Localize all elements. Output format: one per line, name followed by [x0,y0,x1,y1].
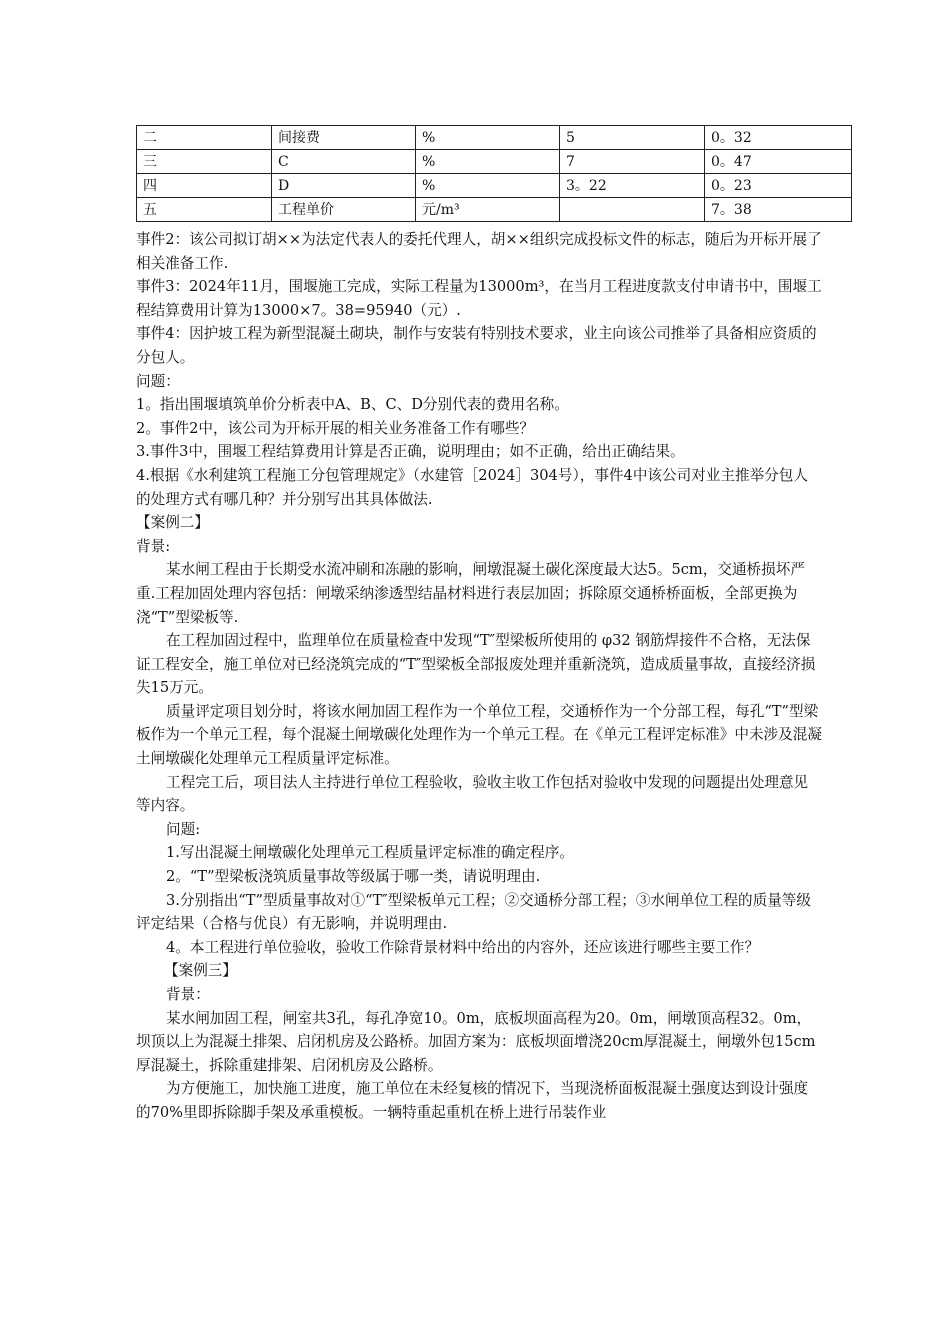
event-2-paragraph: 事件2：该公司拟订胡××为法定代表人的委托代理人，胡××组织完成投标文件的标志，随后为开标开展了相关准备工作. [136,231,822,272]
table-cell [560,198,705,222]
table-cell: 0。32 [705,126,852,150]
body-paragraph: 某水闸工程由于长期受水流冲刷和冻融的影响，闸墩混凝土碳化深度最大达5。5cm，交通桥损坏严重.工程加固处理内容包括：闸墩采纳渗透型结晶材料进行表层加固；拆除原交通桥桥面板，全部更换为浇“T”型梁板等. [136,561,805,626]
event-3-paragraph: 事件3：2024年11月，围堰施工完成，实际工程量为13000m³，在当月工程进度款支付申请书中，围堰工程结算费用计算为13000×7。38=95940（元）. [136,278,822,319]
body-paragraph: 为方便施工，加快施工进度，施工单位在未经复核的情况下，当现浇桥面板混凝土强度达到设计强度的70%里即拆除脚手架及承重模板。一辆特重起重机在桥上进行吊装作业 [136,1080,809,1121]
question-item: 2。事件2中，该公司为开标开展的相关业务准备工作有哪些？ [136,419,535,437]
table-cell: % [416,174,560,198]
table-cell: D [272,174,416,198]
question-item: 4.根据《水利建筑工程施工分包管理规定》（水建管［2024］304号），事件4中该公司对业主推举分包人的处理方式有哪几种？并分别写出其具体做法. [136,466,808,508]
background-label: 背景: [136,537,171,555]
unit-price-analysis-table [136,125,852,222]
table-cell: % [416,126,560,150]
table-cell: 间接费 [272,126,416,150]
table-cell: 0。23 [705,174,852,198]
question-item: 1。指出围堰填筑单价分析表中A、B、C、D分别代表的费用名称。 [136,396,569,414]
body-paragraph: 某水闸加固工程，闸室共3孔，每孔净宽10。0m，底板坝面高程为20。0m，闸墩顶高程32。0m，坝顶以上为混凝土排架、启闭机房及公路桥。加固方案为：底板坝面增浇20cm厚混凝土，闸墩外包15cm厚混凝土，拆除重建排架、启闭机房及公路桥。 [136,1009,816,1074]
document-body [136,228,822,1125]
table-row [137,150,852,174]
question-item: 3.分别指出“T”型质量事故对①“T″型梁板单元工程；②交通桥分部工程；③水闸单位工程的质量等级评定结果（合格与优良）有无影响，并说明理由. [136,891,811,933]
case-3-title: 【案例三】 [164,962,237,980]
table-cell: % [416,150,560,174]
body-paragraph: 质量评定项目划分时，将该水闸加固工程作为一个单位工程，交通桥作为一个分部工程，每孔“T”型梁板作为一个单元工程，每个混凝土闸墩碳化处理作为一个单元工程。在《单元工程评定标准》中未涉及混凝土闸墩碳化处理单元工程质量评定标准。 [136,702,822,768]
table-cell: 二 [137,126,272,150]
table-row [137,174,852,198]
body-paragraph: 在工程加固过程中，监理单位在质量检查中发现“T″型梁板所使用的 φ32 钢筋焊接件不合格，无法保证工程安全，施工单位对已经浇筑完成的“T″型梁板全部报废处理并重新浇筑，造成质量事故，直接经济损失15万元。 [136,632,816,697]
table-cell: 五 [137,198,272,222]
question-item: 3.事件3中，围堰工程结算费用计算是否正确，说明理由；如不正确，给出正确结果。 [136,443,685,461]
body-paragraph: 工程完工后，项目法人主持进行单位工程验收，验收主收工作包括对验收中发现的问题提出处理意见等内容。 [136,773,809,815]
event-4-paragraph: 事件4：因护坡工程为新型混凝土砌块，制作与安装有特别技术要求，业主向该公司推举了具备相应资质的分包人。 [136,325,817,366]
table-cell: 元/m³ [416,198,560,222]
questions-label: 问题： [136,372,180,390]
question-item: 1.写出混凝土闸墩碳化处理单元工程质量评定标准的确定程序。 [166,844,574,862]
table-row [137,126,852,150]
questions-label: 问题: [166,820,201,838]
background-label: 背景： [166,986,210,1003]
table-cell: 工程单价 [272,198,416,222]
table-cell: 7。38 [705,198,852,222]
case-2-title: 【案例二】 [136,514,209,532]
table-cell: 四 [137,174,272,198]
question-item: 4。本工程进行单位验收，验收工作除背景材料中给出的内容外，还应该进行哪些主要工作？ [166,938,760,956]
table-cell: 0。47 [705,150,852,174]
table-cell: 7 [560,150,705,174]
table-cell: 3。22 [560,174,705,198]
table-cell: C [272,150,416,174]
question-item: 2。“T”型梁板浇筑质量事故等级属于哪一类，请说明理由. [166,868,541,886]
table-cell: 5 [560,126,705,150]
table-cell: 三 [137,150,272,174]
table-row [137,198,852,222]
